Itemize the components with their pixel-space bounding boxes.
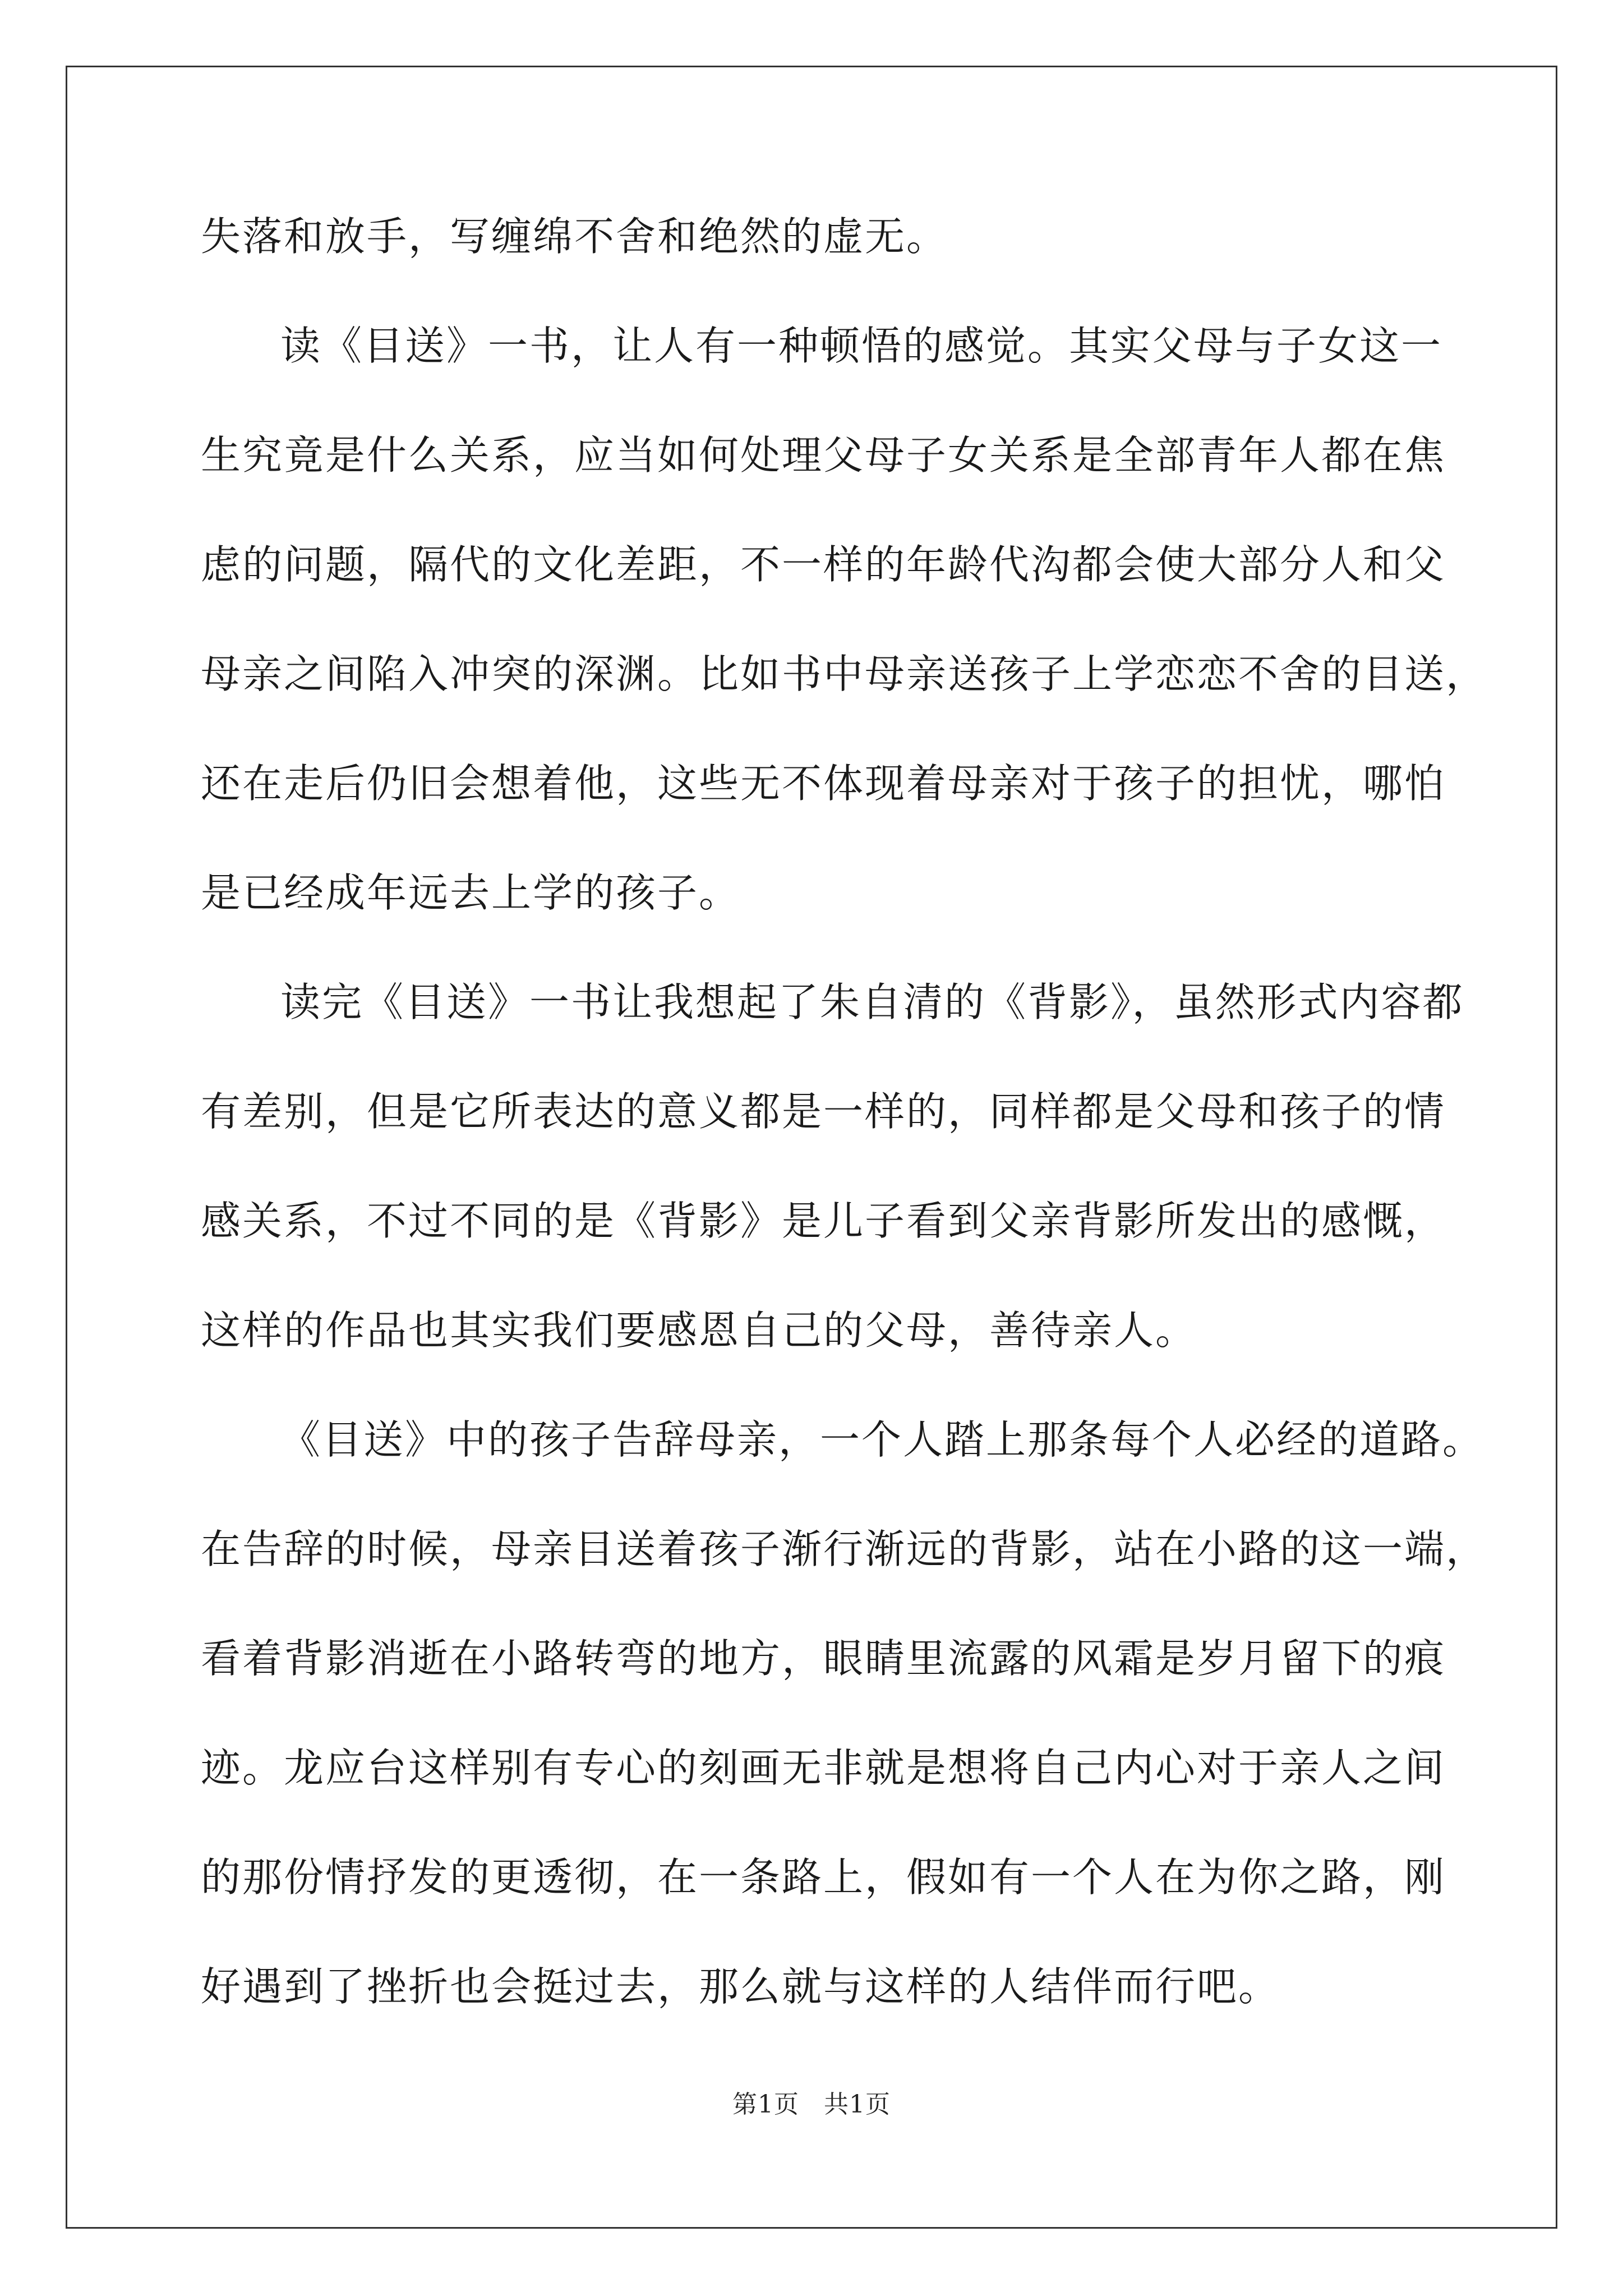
page-total: 共1页 (824, 2090, 891, 2119)
text-line: 好遇到了挫折也会挺过去，那么就与这样的人结伴而行吧。 (201, 1963, 1280, 2010)
paragraph-start: 读完《目送》一书让我想起了朱自清的《背影》，虽然形式内容都 (280, 979, 1464, 1025)
text-line: 母亲之间陷入冲突的深渊。比如书中母亲送孩子上学恋恋不舍的目送， (201, 651, 1488, 697)
text-line: 在告辞的时候，母亲目送着孩子渐行渐远的背影，站在小路的这一端， (201, 1526, 1488, 1572)
text-line: 还在走后仍旧会想着他，这些无不体现着母亲对于孩子的担忧，哪怕 (201, 760, 1446, 807)
paragraph-start: 《目送》中的孩子告辞母亲，一个人踏上那条每个人必经的道路。 (280, 1416, 1484, 1463)
text-line: 迹。龙应台这样别有专心的刻画无非就是想将自己内心对于亲人之间 (201, 1745, 1446, 1791)
text-line: 生究竟是什么关系，应当如何处理父母子女关系是全部青年人都在焦 (201, 432, 1446, 478)
text-line: 有差别，但是它所表达的意义都是一样的，同样都是父母和孩子的情 (201, 1088, 1446, 1135)
text-line: 虑的问题，隔代的文化差距，不一样的年龄代沟都会使大部分人和父 (201, 541, 1446, 588)
page-number: 第1页 (732, 2090, 799, 2119)
text-line: 这样的作品也其实我们要感恩自己的父母，善待亲人。 (201, 1307, 1197, 1354)
text-line: 看着背影消逝在小路转弯的地方，眼睛里流露的风霜是岁月留下的痕 (201, 1635, 1446, 1682)
text-line: 是已经成年远去上学的孩子。 (201, 869, 741, 916)
paragraph-start: 读《目送》一书，让人有一种顿悟的感觉。其实父母与子女这一 (280, 323, 1443, 369)
text-line: 失落和放手，写缠绵不舍和绝然的虚无。 (201, 213, 948, 260)
page-footer (0, 2088, 1623, 2122)
text-line: 感关系，不过不同的是《背影》是儿子看到父亲背影所发出的感慨， (201, 1198, 1446, 1244)
text-line: 的那份情抒发的更透彻，在一条路上，假如有一个人在为你之路，刚 (201, 1854, 1446, 1901)
